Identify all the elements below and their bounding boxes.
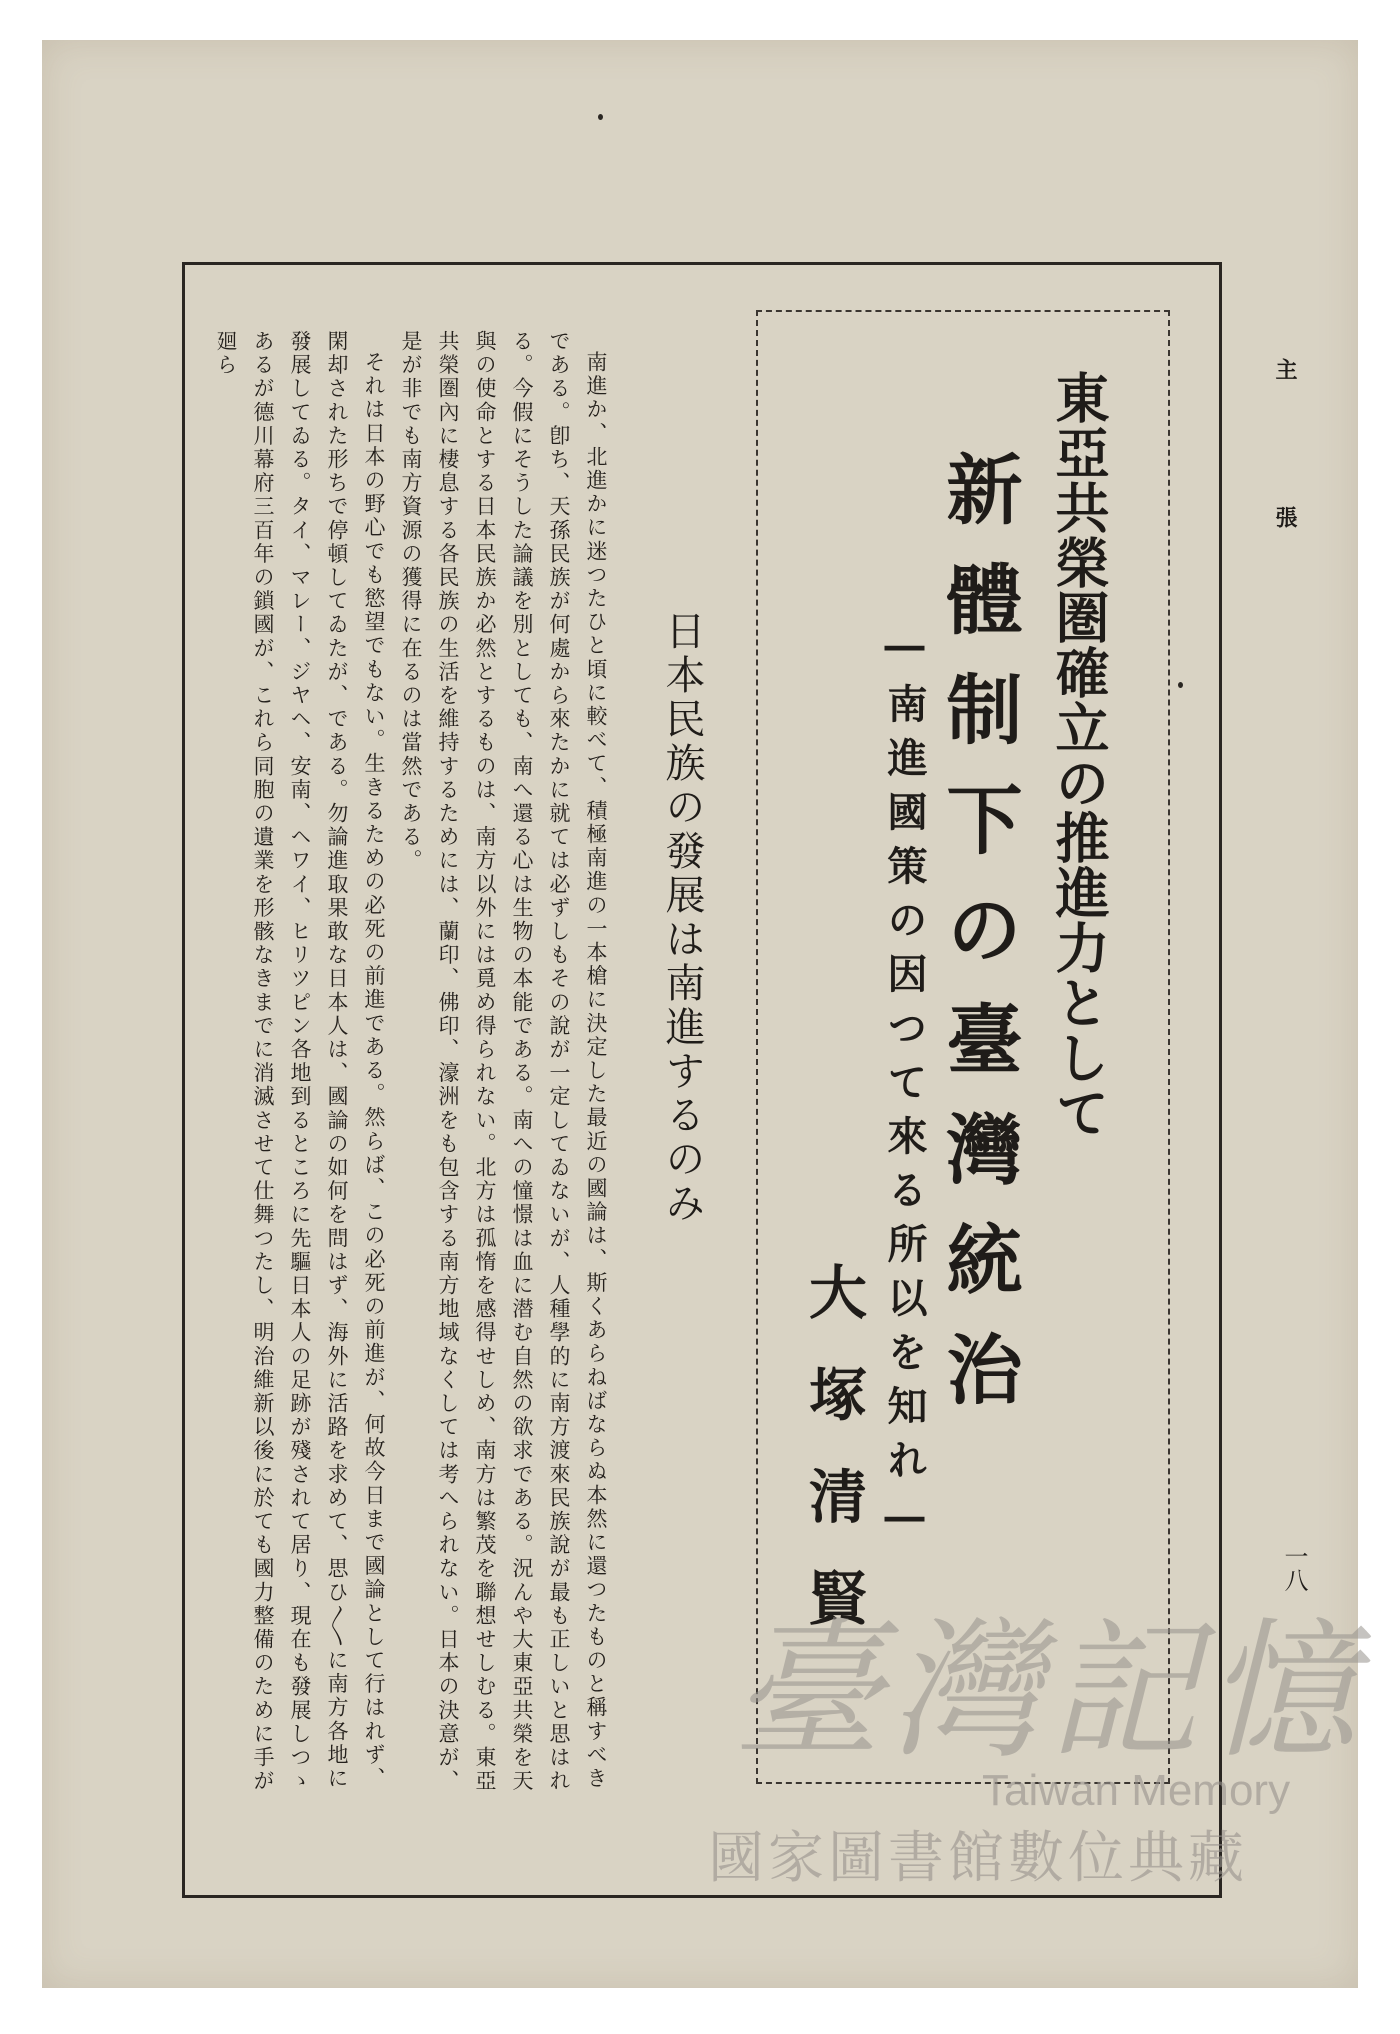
section-heading: 日本民族の發展は南進するのみ (659, 610, 705, 1226)
section-label: 主 張 (1272, 358, 1298, 578)
body-paragraph: それは日本の野心でも慾望でもない。生きるための必死の前進である。然らば、この必死の前進が、何故今日まで國論として行はれず、閑却された形ちで停頓してゐたが、である。勿論進取果敢な日本人は、國論の如何を問はず、海外に活路を求めて、思ひ〳〵に南方各地に發展してゐる。タイ、マレー、ジヤヘ、安南、ヘワイ、ヒリツピン各地到るところに先驅日本人の足跡が殘されて居り、現在も發展しつゝあるが德川幕府三百年の鎖國が、これら同胞の遺業を形骸なきまでに消滅させて仕舞つたし、明治維新以後に於ても國力整備のために手が廻ら (214, 330, 386, 1794)
subtitle: ―南進國策の因つて來る所以を知れ― (881, 622, 928, 1554)
main-title: 新體制下の臺灣統治 (934, 450, 1023, 1440)
article-body (214, 330, 614, 1810)
series-title: 東亞共榮圏確立の推進力として (1047, 370, 1111, 1140)
page-number: 一八 (1280, 1544, 1308, 1592)
watermark-english: Taiwan Memory (982, 1766, 1291, 1815)
ink-speck (598, 114, 603, 120)
watermark-logo: 臺灣記憶 (732, 1605, 1365, 1779)
paper-sheet (42, 40, 1365, 1988)
watermark-library: 國家圖書館數位典藏 (708, 1826, 1248, 1889)
author-name: 大塚清賢 (799, 1262, 867, 1670)
body-paragraph: 南進か、北進かに迷つたひと頃に較べて、積極南進の一本槍に決定した最近の國論は、斯くあらねばならぬ本然に還つたものと稱すべきである。卽ち、天孫民族が何處から來たかに就ては必ずしもその說が一定してゐないが、人種學的に南方渡來民族說が最も正しいと思はれる。今假にそうした論議を別としても、南へ還る心は生物の本能である。南への憧憬は血に潜む自然の欲求である。況んや大東亞共榮を天與の使命とする日本民族か必然とするものは、南方以外には覓め得られない。北方は孤惰を感得せしめ、南方は繁茂を聯想せしむる。東亞共榮圏內に棲息する各民族の生活を維持するためには、蘭印、佛印、濠洲をも包含する南方地域なくしては考へられない。日本の決意が、是が非でも南方資源の獲得に在るのは當然である。 (399, 330, 608, 1794)
